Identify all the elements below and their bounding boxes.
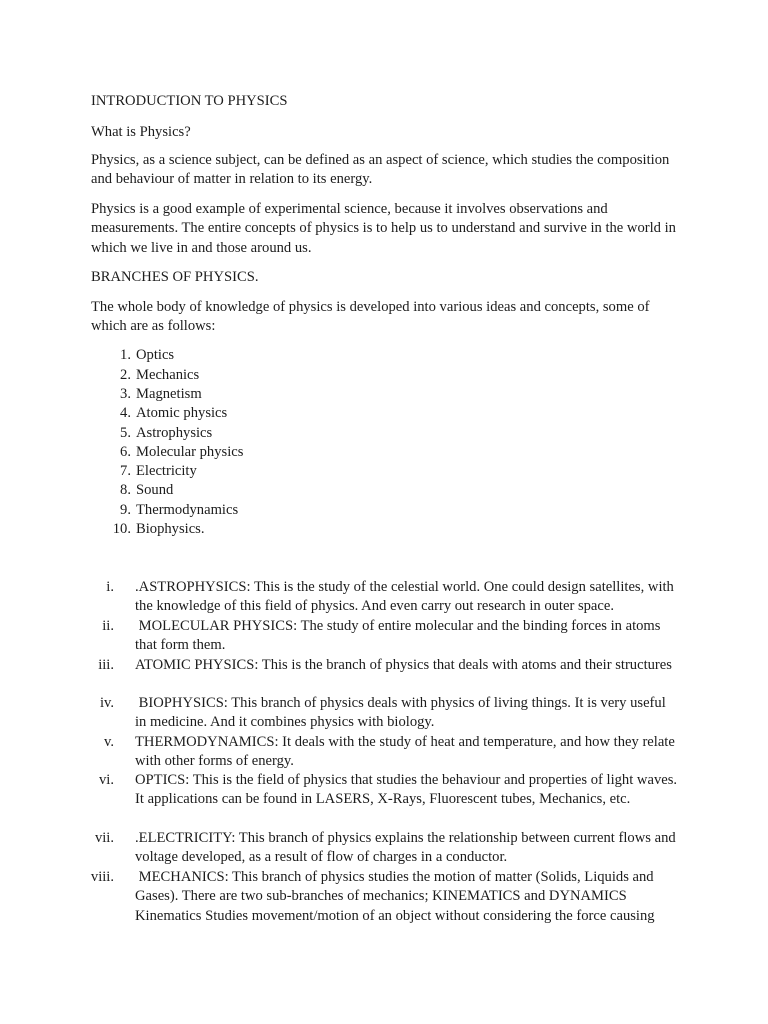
document-title: INTRODUCTION TO PHYSICS [91,93,288,109]
roman-numeral: v. [104,734,114,750]
roman-numeral: iv. [99,695,114,711]
list-number: 2. [120,367,131,383]
list-number: 1. [120,347,131,363]
list-text: Astrophysics [136,425,213,441]
paragraph-experimental: Physics is a good example of experimental science, because it involves observations and measurements. The entire concepts of physics is to help us to understand and survive in the world in which we live in and those around us. [91,201,676,256]
list-text: Optics [136,347,175,363]
list-number: 8. [120,482,131,498]
list-number: 3. [120,386,131,402]
branches-heading: BRANCHES OF PHYSICS. [91,269,259,285]
list-number: 10. [112,521,131,537]
definition-text: MOLECULAR PHYSICS: The study of entire molecular and the binding forces in atoms that form them. [135,618,665,654]
list-text: Biophysics. [136,521,205,537]
question-heading: What is Physics? [91,124,191,140]
list-text: Mechanics [136,367,200,383]
definition-text: ATOMIC PHYSICS: This is the branch of physics that deals with atoms and their structures [135,657,672,673]
roman-numeral: i. [106,579,114,595]
definition-text: MECHANICS: This branch of physics studies the motion of matter (Solids, Liquids and Gases). There are two sub-branches of mechanics; KINEMATICS and DYNAMICS Kinematics Studies movement/motion of an object without considering the force causing [135,869,658,924]
roman-numeral: viii. [90,869,114,885]
roman-numeral: iii. [98,657,114,673]
list-text: Thermodynamics [136,502,239,518]
paragraph-branches-intro: The whole body of knowledge of physics is developed into various ideas and concepts, some of which are as follows: [91,299,650,335]
paragraph-definition: Physics, as a science subject, can be defined as an aspect of science, which studies the composition and behaviour of matter in relation to its energy. [91,152,670,188]
list-text: Molecular physics [136,444,244,460]
list-number: 7. [120,463,131,479]
definition-text: OPTICS: This is the field of physics that studies the behaviour and properties of light waves. It applications can be found in LASERS, X-Rays, Fluorescent tubes, Mechanics, etc. [135,772,678,808]
list-number: 4. [120,405,131,421]
definition-text: THERMODYNAMICS: It deals with the study of heat and temperature, and how they relate with other forms of energy. [135,734,675,770]
roman-numeral: vii. [94,830,114,846]
definition-text: .ASTROPHYSICS: This is the study of the celestial world. One could design satellites, with the knowledge of this field of physics. And even carry out research in outer space. [135,579,674,615]
definition-text: BIOPHYSICS: This branch of physics deals with physics of living things. It is very useful in medicine. And it combines physics with biology. [135,695,670,731]
list-text: Electricity [136,463,197,479]
list-text: Magnetism [136,386,202,402]
list-number: 6. [120,444,131,460]
list-text: Atomic physics [136,405,228,421]
roman-numeral: ii. [102,618,114,634]
definition-text: .ELECTRICITY: This branch of physics explains the relationship between current flows and voltage developed, as a result of flow of charges in a conductor. [135,830,676,866]
list-text: Sound [136,482,174,498]
roman-numeral: vi. [99,772,114,788]
list-number: 5. [120,425,131,441]
list-number: 9. [120,502,131,518]
